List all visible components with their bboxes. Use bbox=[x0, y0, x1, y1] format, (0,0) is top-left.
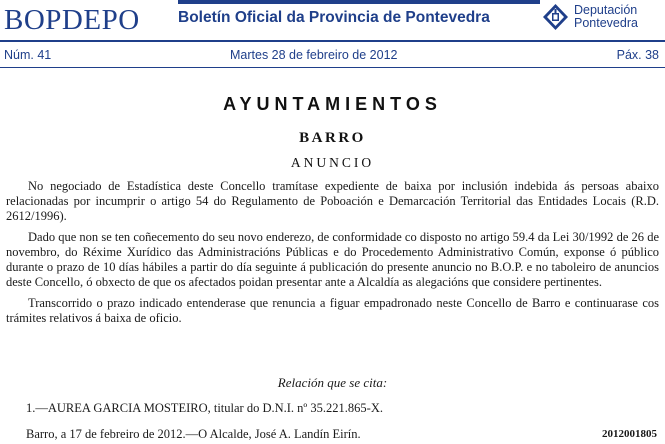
header-rule bbox=[0, 40, 665, 42]
notice-body bbox=[6, 179, 659, 332]
bop-logo: BOPDEPO bbox=[4, 4, 140, 36]
signature-line: Barro, a 17 de febreiro de 2012.—O Alcalde, José A. Landín Eirín. bbox=[26, 427, 361, 441]
notice-paragraph: No negociado de Estadística deste Concello tramítase expediente de baixa por inclusión indebida ás persoas abaixo relacionadas por incumprir o artigo 54 do Regulamento de Poboación e Demarcación Territorial das Entidades Locais (R.D. 2612/1996). bbox=[6, 179, 659, 223]
coat-of-arms-icon bbox=[542, 3, 569, 32]
section-title: AYUNTAMIENTOS bbox=[223, 94, 442, 114]
list-item: 1.—AUREA GARCIA MOSTEIRO, titular do D.N.I. nº 35.221.865-X. bbox=[26, 401, 383, 415]
bulletin-title: Boletín Oficial da Provincia de Pontevedra bbox=[178, 9, 490, 26]
publisher-name bbox=[574, 4, 638, 30]
issue-meta-row bbox=[0, 44, 665, 64]
notice-paragraph: Transcorrido o prazo indicado entenderase que renuncia a figuar empadronado neste Concello de Barro e continuarase cos trámites relativos á baixa de oficio. bbox=[6, 296, 659, 325]
notice-paragraph: Dado que non se ten coñecemento do seu novo enderezo, de conformidade co disposto no artigo 59.4 da Lei 30/1992 de 26 de novembro, do Réxime Xurídico das Administracións Públicas e do Procedemento Administrativo Común, exponse ó público durante o prazo de 10 días hábiles a partir do día seguinte á publicación do presente anuncio no B.O.P. e no taboleiro de anuncios deste Concello, ó obxecto de que os afectados poidan presentar ante a Alcaldía as alegacións que considere pertinentes. bbox=[6, 230, 659, 289]
issue-number: Núm. 41 bbox=[4, 48, 52, 62]
header-top-line bbox=[178, 0, 540, 4]
notice-type: ANUNCIO bbox=[290, 155, 375, 170]
relation-heading: Relación que se cita: bbox=[277, 375, 388, 390]
page-number: Páx. 38 bbox=[616, 48, 659, 62]
reference-number: 2012001805 bbox=[602, 428, 657, 440]
issue-date: Martes 28 de febreiro de 2012 bbox=[230, 48, 398, 62]
municipality-title: BARRO bbox=[299, 130, 366, 146]
publisher-line-1: Deputación bbox=[574, 3, 638, 17]
bulletin-header bbox=[0, 0, 665, 38]
publisher-line-2: Pontevedra bbox=[574, 16, 638, 30]
meta-rule bbox=[0, 67, 665, 68]
